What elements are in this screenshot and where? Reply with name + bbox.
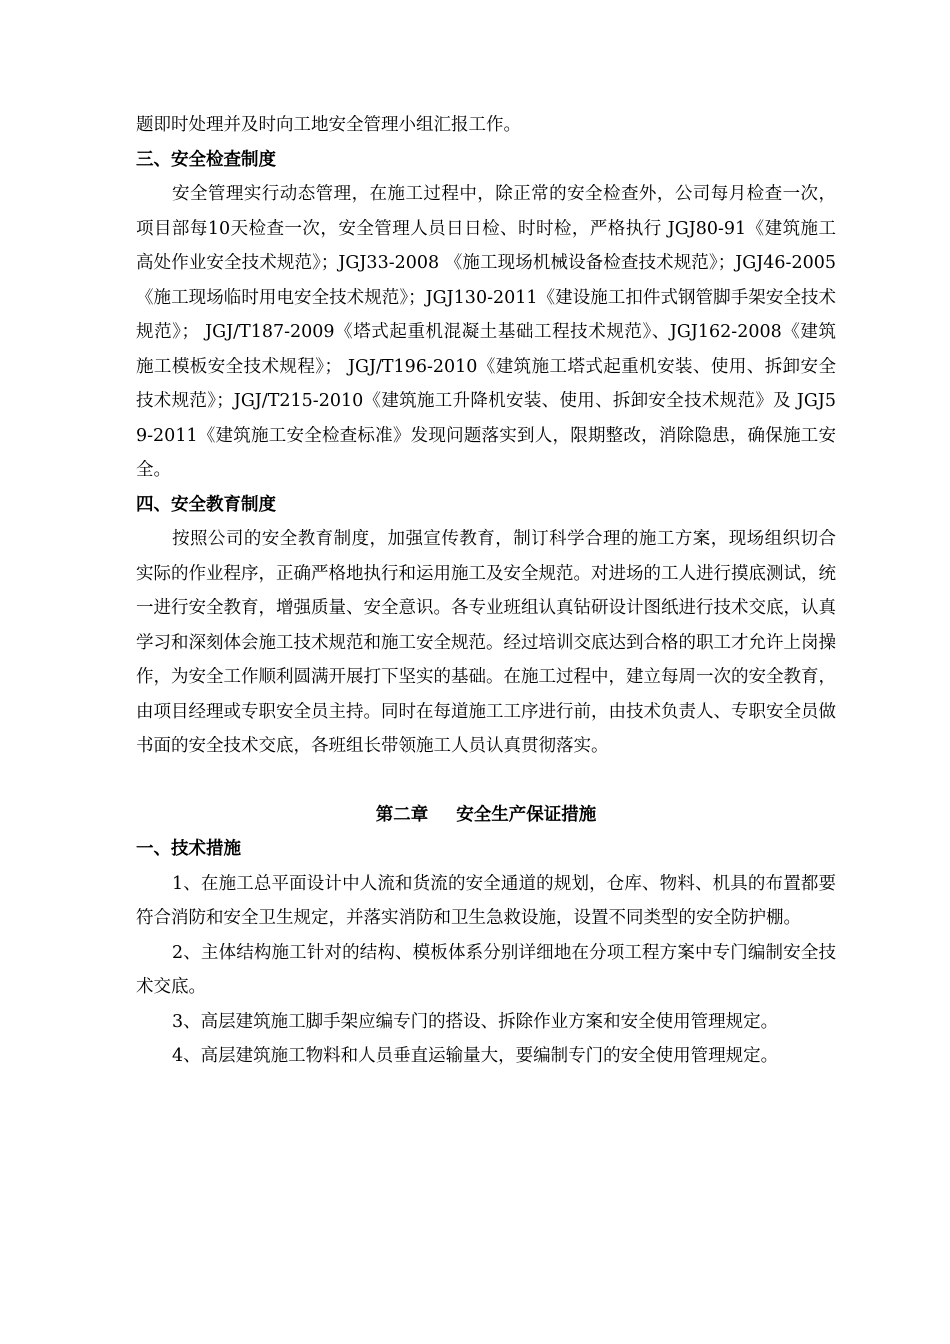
safety-inspection-paragraph: 安全管理实行动态管理，在施工过程中，除正常的安全检查外，公司每月检查一次，项目部每10天检查一次，安全管理人员日日检、时时检，严格执行 JGJ80-91《建筑施工高处作业安全技术规范》；JGJ33-2008 《施工现场机械设备检查技术规范》；JGJ46-2005《施工现场临时用电安全技术规范》；JGJ130-2011《建设施工扣件式钢管脚手架安全技术规范》； JGJ/T187-2009《塔式起重机混凝土基础工程技术规范》、JGJ162-2008《建筑施工模板安全技术规程》； JGJ/T196-2010《建筑施工塔式起重机安装、使用、拆卸安全技术规范》；JGJ/T215-2010《建筑施工升降机安装、使用、拆卸安全技术规范》及 JGJ59-2011《建筑施工安全检查标准》发现问题落实到人，限期整改，消除隐患，确保施工安全。 (136, 184, 836, 480)
section-heading-safety-inspection: 三、安全检查制度 (136, 149, 276, 170)
safety-education-paragraph: 按照公司的安全教育制度，加强宣传教育，制订科学合理的施工方案，现场组织切合实际的作业程序，正确严格地执行和运用施工及安全规范。对进场的工人进行摸底测试，统一进行安全教育，增强质量、安全意识。各专业班组认真钻研设计图纸进行技术交底，认真学习和深刻体会施工技术规范和施工安全规范。经过培训交底达到合格的职工才允许上岗操作，为安全工作顺利圆满开展打下坚实的基础。在施工过程中，建立每周一次的安全教育，由项目经理或专职安全员主持。同时在每道施工工序进行前，由技术负责人、专职安全员做书面的安全技术交底，各班组长带领施工人员认真贯彻落实。 (136, 529, 836, 756)
section-heading-safety-education: 四、安全教育制度 (136, 494, 276, 515)
section-heading-technical-measures: 一、技术措施 (136, 839, 241, 859)
technical-measure-item-3: 3、高层建筑施工脚手架应编专门的搭设、拆除作业方案和安全使用管理规定。 (172, 1011, 779, 1032)
continuation-paragraph: 题即时处理并及时向工地安全管理小组汇报工作。 (136, 115, 521, 135)
chapter-number: 第二章 (375, 804, 429, 825)
chapter-name: 安全生产保证措施 (456, 804, 597, 825)
technical-measure-item-2: 2、主体结构施工针对的结构、模板体系分别详细地在分项工程方案中专门编制安全技术交底。 (136, 942, 836, 997)
document-page (136, 108, 836, 1074)
technical-measure-item-1: 1、在施工总平面设计中人流和货流的安全通道的规划，仓库、物料、机具的布置都要符合消防和安全卫生规定，并落实消防和卫生急救设施，设置不同类型的安全防护棚。 (136, 873, 836, 928)
chapter-spacer (136, 764, 836, 798)
technical-measure-item-4: 4、高层建筑施工物料和人员垂直运输量大，要编制专门的安全使用管理规定。 (172, 1046, 779, 1066)
chapter-title (136, 798, 836, 833)
